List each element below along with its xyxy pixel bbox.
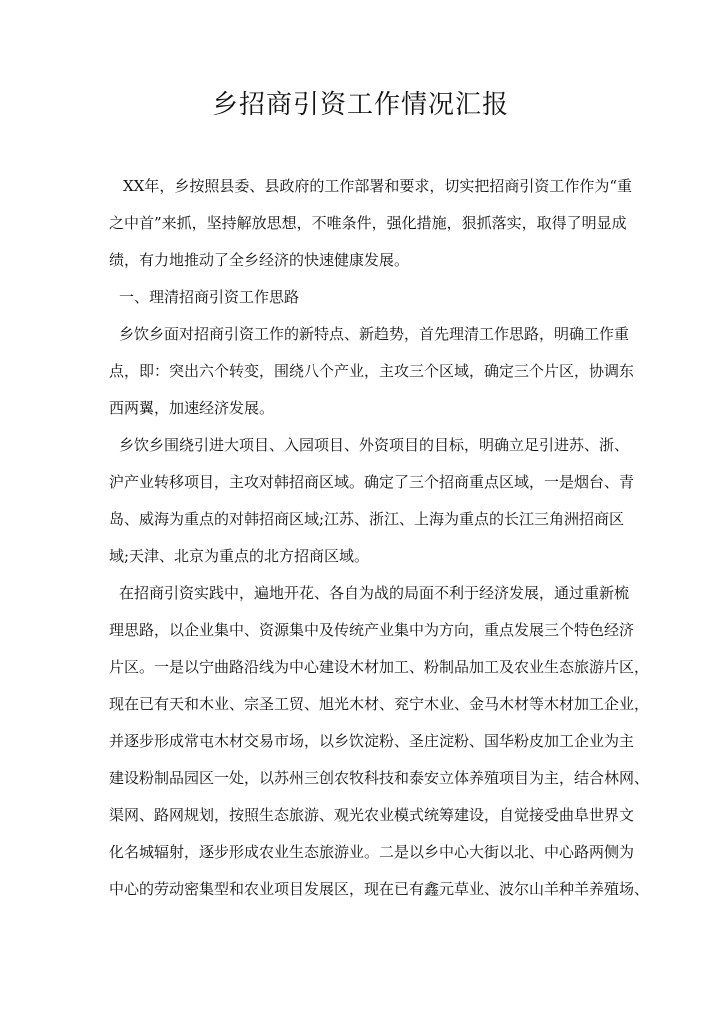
text-line: 中心的劳动密集型和农业项目发展区，现在已有鑫元草业、波尔山羊种羊养殖场、 xyxy=(109,880,650,898)
text-line: 理思路，以企业集中、资源集中及传统产业集中为方向，重点发展三个特色经济 xyxy=(109,621,635,639)
document-title: 乡招商引资工作情况汇报 xyxy=(211,90,509,120)
paragraph xyxy=(109,168,633,279)
text-line: 域;天津、北京为重点的北方招商区域。 xyxy=(109,547,370,565)
text-line: 之中首”来抓，坚持解放思想，不唯条件，强化措施，狠抓落实，取得了明显成 xyxy=(109,214,627,232)
text-line: 沪产业转移项目，主攻对韩招商区域。确定了三个招商重点区域，一是烟台、青 xyxy=(109,473,635,491)
paragraph xyxy=(109,316,635,427)
text-line: 绩，有力地推动了全乡经济的快速健康发展。 xyxy=(109,251,410,269)
text-line: 西两翼，加速经济发展。 xyxy=(109,399,275,417)
text-line: 乡饮乡面对招商引资工作的新特点、新趋势，首先理清工作思路，明确工作重 xyxy=(119,325,630,343)
text-line: 点，即：突出六个转变，围绕八个产业，主攻三个区域，确定三个片区，协调东 xyxy=(109,362,635,380)
paragraph xyxy=(109,427,635,575)
text-line: 建设粉制品园区一处，以苏州三创农牧科技和泰安立体养殖项目为主，结合林网、 xyxy=(109,769,650,787)
text-line: 现在已有天和木业、宗圣工贸、旭光木材、兖宁木业、金马木材等木材加工企业， xyxy=(109,695,650,713)
text-line: 化名城辐射，逐步形成农业生态旅游业。二是以乡中心大街以北、中心路两侧为 xyxy=(109,843,635,861)
section-heading xyxy=(109,279,621,316)
text-line: 片区。一是以宁曲路沿线为中心建设木材加工、粉制品加工及农业生态旅游片区， xyxy=(109,658,650,676)
text-line: XX年，乡按照县委、县政府的工作部署和要求，切实把招商引资工作作为“重 xyxy=(123,177,633,195)
text-line: 岛、威海为重点的对韩招商区域;江苏、浙江、上海为重点的长江三角洲招商区 xyxy=(109,510,625,528)
text-line: 渠网、路网规划，按照生态旅游、观光农业模式统筹建设，自觉接受曲阜世界文 xyxy=(109,806,635,824)
document-body xyxy=(109,168,650,908)
paragraph xyxy=(109,575,650,908)
text-line: 在招商引资实践中，遍地开花、各自为战的局面不利于经济发展，通过重新梳 xyxy=(119,584,630,602)
text-line: 并逐步形成常屯木材交易市场，以乡饮淀粉、圣庄淀粉、国华粉皮加工企业为主 xyxy=(109,732,635,750)
text-line: 乡饮乡围绕引进大项目、入园项目、外资项目的目标，明确立足引进苏、浙、 xyxy=(119,436,630,454)
text-line: 一、理清招商引资工作思路 xyxy=(119,288,300,306)
